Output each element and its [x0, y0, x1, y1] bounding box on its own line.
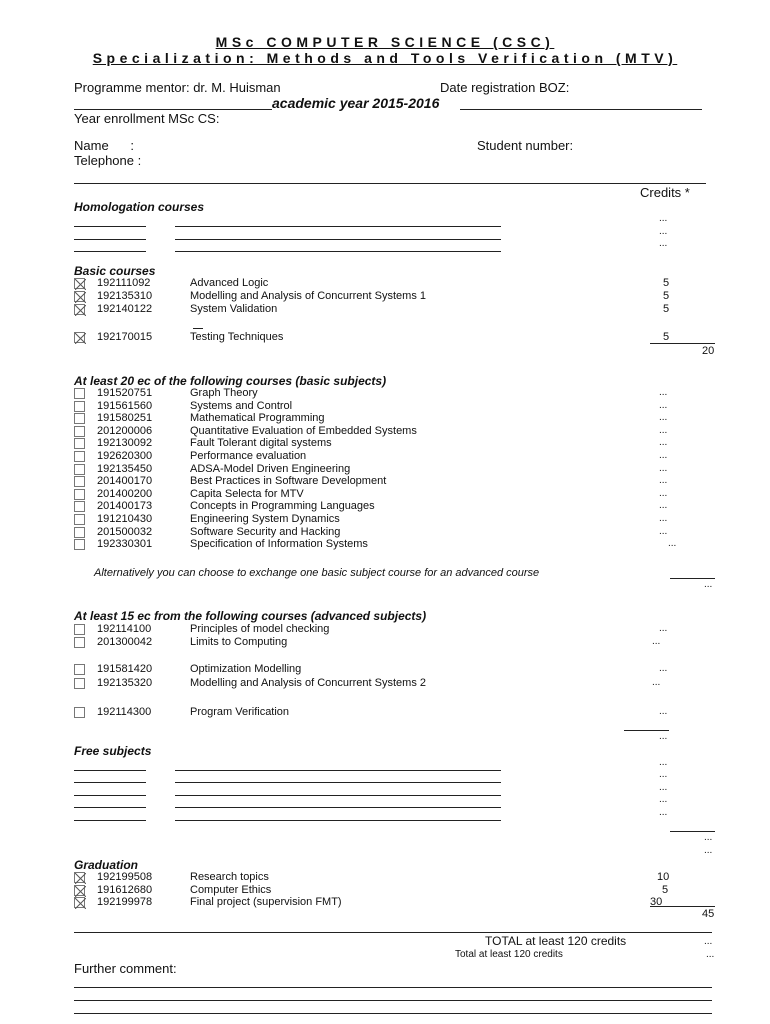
- basic-courses-title: Basic courses: [74, 264, 156, 278]
- course-credits: ...: [659, 437, 668, 449]
- course-name: Research topics: [190, 871, 269, 883]
- free-subjects-title: Free subjects: [74, 744, 152, 758]
- course-code: 192111092: [97, 277, 151, 289]
- course-credits: ...: [659, 513, 668, 524]
- course-code: 191581420: [97, 663, 153, 675]
- course-checkbox[interactable]: [74, 624, 85, 635]
- course-code: 201200006: [97, 424, 153, 437]
- comment-line[interactable]: [74, 987, 712, 988]
- free-total-2: ...: [704, 845, 713, 856]
- blank-credits: ...: [659, 213, 668, 224]
- blank-name-field[interactable]: [175, 770, 501, 771]
- basic-total: 20: [702, 345, 715, 357]
- course-name: Engineering System Dynamics: [190, 513, 340, 525]
- course-checkbox[interactable]: [74, 637, 85, 648]
- course-code: 191612680: [97, 884, 153, 896]
- blank-name-field[interactable]: [175, 251, 501, 252]
- blank-code-field[interactable]: [74, 770, 146, 771]
- blank-code-field[interactable]: [74, 795, 146, 796]
- course-credits: ...: [659, 387, 668, 398]
- course-credits: 5: [663, 331, 670, 343]
- course-credits: ...: [659, 475, 668, 487]
- course-checkbox[interactable]: [74, 451, 85, 462]
- blank-credits: ...: [659, 238, 668, 249]
- advanced-total: ...: [659, 731, 668, 742]
- course-code: 192135310: [97, 290, 153, 302]
- course-checkbox[interactable]: [74, 413, 85, 424]
- course-checkbox[interactable]: [74, 426, 85, 437]
- course-credits: ...: [659, 487, 668, 499]
- course-code: 192199978: [97, 896, 153, 908]
- course-code: 191580251: [97, 412, 153, 425]
- course-credits: ...: [659, 500, 668, 512]
- telephone-label: Telephone :: [74, 153, 142, 168]
- course-credits: ...: [659, 525, 668, 537]
- comment-line[interactable]: [74, 1013, 712, 1014]
- blank-credits: ...: [659, 757, 668, 768]
- blank-code-field[interactable]: [74, 239, 146, 240]
- course-name: Modelling and Analysis of Concurrent Systems 2: [190, 677, 427, 689]
- blank-credits: ...: [659, 769, 668, 780]
- blank-name-field[interactable]: [175, 239, 501, 240]
- course-code: 201300042: [97, 636, 153, 648]
- course-checkbox[interactable]: [74, 464, 85, 475]
- student-number-label: Student number:: [477, 138, 574, 153]
- course-code: 192135320: [97, 677, 153, 689]
- credits-header: Credits *: [640, 185, 690, 200]
- course-name: Concepts in Programming Languages: [190, 500, 375, 513]
- total-credits-sub: Total at least 120 credits: [455, 949, 563, 960]
- course-name: Systems and Control: [190, 399, 293, 412]
- exchange-credits: ...: [704, 579, 713, 590]
- course-credits: 10: [657, 871, 670, 883]
- course-checkbox[interactable]: [74, 489, 85, 500]
- programme-mentor: Programme mentor: dr. M. Huisman: [74, 80, 281, 95]
- blank-code-field[interactable]: [74, 226, 146, 227]
- course-code: 192130092: [97, 437, 153, 450]
- name-label: Name :: [74, 138, 134, 153]
- free-total: ...: [704, 832, 713, 843]
- course-checkbox[interactable]: [74, 885, 85, 896]
- course-checkbox[interactable]: [74, 401, 85, 412]
- course-credits: ...: [659, 663, 668, 674]
- total-credits-label: TOTAL at least 120 credits: [485, 934, 627, 948]
- total-credits-sub-value: ...: [706, 949, 715, 960]
- total-credits-value: ...: [704, 936, 713, 947]
- basic-sum-line: [650, 343, 715, 344]
- course-name: Fault Tolerant digital systems: [190, 437, 332, 450]
- course-name: System Validation: [190, 303, 278, 315]
- course-checkbox[interactable]: [74, 291, 85, 302]
- course-name: Capita Selecta for MTV: [190, 487, 304, 500]
- graduation-total: 45: [702, 908, 715, 920]
- course-code: 192170015: [97, 331, 153, 343]
- course-name: Computer Ethics: [190, 884, 272, 896]
- blank-name-field[interactable]: [175, 782, 501, 783]
- course-code: 192140122: [97, 303, 153, 315]
- blank-code-field[interactable]: [74, 807, 146, 808]
- course-checkbox[interactable]: [74, 664, 85, 675]
- course-credits: ...: [659, 623, 668, 634]
- blank-name-field[interactable]: [175, 226, 501, 227]
- course-credits: ...: [659, 706, 668, 717]
- graduation-sum-line: [650, 906, 715, 907]
- blank-credits: ...: [659, 782, 668, 793]
- course-checkbox[interactable]: [74, 678, 85, 689]
- blank-name-field[interactable]: [175, 820, 501, 821]
- course-checkbox[interactable]: [74, 278, 85, 289]
- course-checkbox[interactable]: [74, 514, 85, 525]
- course-name: Final project (supervision FMT): [190, 896, 342, 908]
- course-name: Performance evaluation: [190, 450, 307, 462]
- course-checkbox[interactable]: [74, 476, 85, 487]
- course-code: 192199508: [97, 871, 153, 883]
- course-code: 192114300: [97, 706, 152, 718]
- small-dash: [193, 328, 203, 329]
- blank-code-field[interactable]: [74, 251, 146, 252]
- course-name: Optimization Modelling: [190, 663, 302, 675]
- blank-name-field[interactable]: [175, 795, 501, 796]
- blank-credits: ...: [659, 794, 668, 805]
- course-name: Best Practices in Software Development: [190, 475, 387, 488]
- course-credits: 30: [650, 896, 663, 908]
- course-code: 201400173: [97, 500, 153, 513]
- course-name: Graph Theory: [190, 387, 258, 399]
- date-registration-boz: Date registration BOZ:: [440, 80, 570, 95]
- advanced-subjects-title: At least 15 ec from the following courses (advanced subjects): [74, 609, 427, 623]
- academic-year-line-right: [460, 109, 702, 110]
- graduation-title: Graduation: [74, 858, 139, 872]
- course-code: 192135450: [97, 462, 153, 475]
- course-name: Testing Techniques: [190, 331, 284, 343]
- course-code: 192620300: [97, 450, 153, 462]
- blank-credits: ...: [659, 807, 668, 818]
- course-checkbox[interactable]: [74, 872, 85, 883]
- course-checkbox[interactable]: [74, 527, 85, 538]
- course-checkbox[interactable]: [74, 897, 85, 908]
- exchange-note: Alternatively you can choose to exchange one basic subject course for an advanced course: [94, 567, 540, 579]
- course-credits: 5: [663, 277, 670, 289]
- course-name: Mathematical Programming: [190, 412, 325, 425]
- course-name: Quantitative Evaluation of Embedded Systems: [190, 424, 417, 437]
- course-name: Principles of model checking: [190, 623, 330, 635]
- course-code: 191520751: [97, 387, 153, 399]
- blank-code-field[interactable]: [74, 820, 146, 821]
- course-code: 191561560: [97, 399, 153, 412]
- course-credits: 5: [662, 884, 669, 896]
- course-checkbox[interactable]: [74, 539, 85, 550]
- course-credits: ...: [668, 538, 677, 550]
- course-code: 201400170: [97, 475, 153, 488]
- further-comment-label: Further comment:: [74, 961, 177, 976]
- course-name: Specification of Information Systems: [190, 538, 368, 551]
- course-credits: ...: [659, 450, 668, 461]
- document-title: MSc COMPUTER SCIENCE (CSC): [215, 34, 555, 50]
- course-checkbox[interactable]: [74, 332, 85, 343]
- header-divider: [74, 183, 706, 184]
- footer-divider: [74, 932, 712, 933]
- blank-name-field[interactable]: [175, 807, 501, 808]
- course-credits: ...: [659, 412, 668, 424]
- specialization-title: Specialization: Methods and Tools Verification (MTV): [92, 50, 678, 66]
- course-credits: ...: [659, 399, 668, 411]
- course-checkbox[interactable]: [74, 438, 85, 449]
- year-enrollment: Year enrollment MSc CS:: [74, 111, 220, 126]
- academic-year-line-left: [74, 109, 272, 110]
- course-credits: 5: [663, 303, 670, 315]
- course-checkbox[interactable]: [74, 304, 85, 315]
- course-name: Limits to Computing: [190, 636, 288, 648]
- comment-line[interactable]: [74, 1000, 712, 1001]
- course-code: 201400200: [97, 487, 153, 500]
- academic-year: academic year 2015-2016: [272, 95, 440, 111]
- course-code: 191210430: [97, 513, 153, 525]
- blank-code-field[interactable]: [74, 782, 146, 783]
- course-credits: 5: [663, 290, 670, 302]
- course-credits: ...: [652, 677, 661, 688]
- course-name: Modelling and Analysis of Concurrent Systems 1: [190, 290, 427, 302]
- course-code: 192114100: [97, 623, 152, 635]
- course-name: Software Security and Hacking: [190, 525, 341, 538]
- course-name: Advanced Logic: [190, 277, 269, 289]
- course-code: 192330301: [97, 538, 153, 551]
- homologation-title: Homologation courses: [74, 200, 205, 214]
- course-checkbox[interactable]: [74, 501, 85, 512]
- course-checkbox[interactable]: [74, 707, 85, 718]
- course-credits: ...: [659, 424, 668, 436]
- basic-subjects-title: At least 20 ec of the following courses (basic subjects): [74, 374, 387, 388]
- course-credits: ...: [659, 462, 668, 474]
- course-checkbox[interactable]: [74, 388, 85, 399]
- course-name: ADSA-Model Driven Engineering: [190, 462, 351, 475]
- blank-credits: ...: [659, 226, 668, 237]
- course-code: 201500032: [97, 525, 153, 538]
- course-credits: ...: [652, 636, 661, 647]
- course-name: Program Verification: [190, 706, 290, 718]
